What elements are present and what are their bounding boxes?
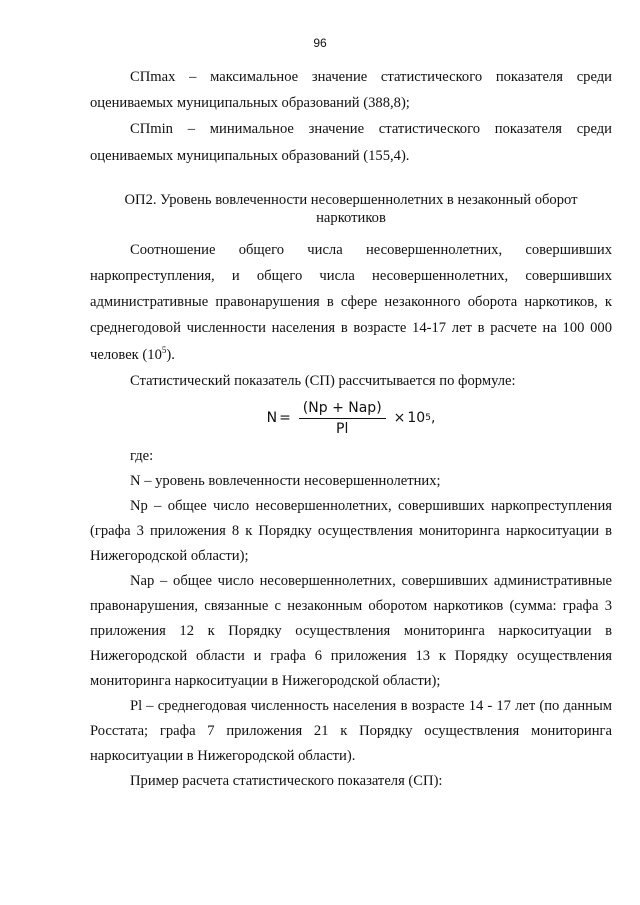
paragraph-def-nap: Nap – общее число несовершеннолетних, совершивших административные правонарушения, связанные с незаконным оборотом наркотиков (сумма: графа 3 приложения 12 к Порядку осуществления мониторинга наркоситуации в Нижегородской области и графа 6 приложения 13 к Порядку осуществления мониторинга наркоситуации в Нижегородской области);	[90, 573, 612, 690]
formula-fraction	[299, 400, 386, 437]
formula-lhs: N	[266, 410, 278, 427]
paragraph-cpmax: СПmax – максимальное значение статистического показателя среди оцениваемых муниципальных образований (388,8);	[90, 69, 612, 112]
paragraph-ratio	[90, 237, 612, 368]
document-body	[90, 64, 612, 794]
paragraph-def-np: Np – общее число несовершеннолетних, совершивших наркопреступления (графа 3 приложения 8 к Порядку осуществления мониторинга наркоситуации в Нижегородской области);	[90, 498, 612, 565]
formula-base: 10	[407, 410, 426, 427]
section-heading: ОП2. Уровень вовлеченности несовершеннолетних в незаконный оборот наркотиков	[124, 191, 578, 226]
ratio-end: ).	[166, 346, 175, 363]
formula-trail: ,	[430, 410, 436, 427]
formula-numerator: (Np + Nap)	[299, 400, 386, 419]
paragraph-def-pl: Pl – среднегодовая численность населения в возрасте 14 - 17 лет (по данным Росстата; графа 7 приложения 21 к Порядку осуществления мониторинга наркоситуации в Нижегородской области).	[90, 698, 612, 765]
paragraph-example: Пример расчета статистического показателя (СП):	[130, 773, 443, 790]
ratio-superscript: 5	[161, 344, 167, 355]
paragraph-formula-intro: Статистический показатель (СП) рассчитывается по формуле:	[130, 372, 516, 389]
page-number: 96	[313, 36, 327, 50]
ratio-text: Соотношение общего числа несовершеннолетних, совершивших наркопреступления, и общего числа несовершеннолетних, совершивших административные правонарушения в сфере незаконного оборота наркотиков, к среднегодовой численности населения в возрасте 14-17 лет в расчете на 100 000 человек (10	[90, 241, 612, 363]
formula-times: ×	[393, 410, 406, 427]
paragraph-cpmin: СПmin – минимальное значение статистического показателя среди оцениваемых муниципальных образований (155,4).	[90, 121, 612, 164]
formula-denominator: Pl	[336, 420, 349, 437]
paragraph-where: где:	[130, 448, 154, 465]
formula: N = $\frac{\text{(Np + Nap)}}{Pl}$ × 10 5 ,	[266, 399, 436, 437]
formula-equals: =	[279, 410, 291, 427]
paragraph-def-n: N – уровень вовлеченности несовершеннолетних;	[130, 473, 441, 490]
